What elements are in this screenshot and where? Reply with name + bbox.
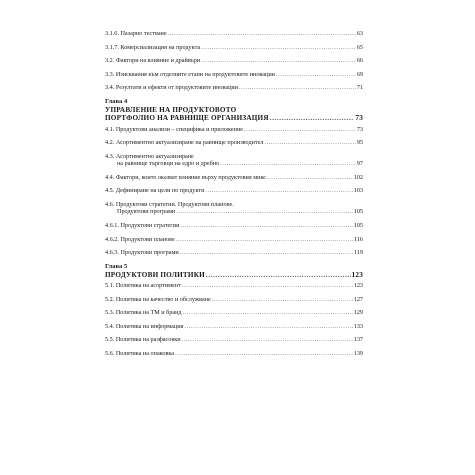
toc-entry-label: 4.6.3. Продуктови програми — [105, 249, 179, 257]
leader-dots — [244, 126, 356, 133]
toc-entry-label: 5.4. Политика на информация — [105, 322, 184, 330]
toc-entry-label: 4.1. Продуктови анализи – специфика и приложение — [105, 125, 244, 133]
toc-page-number: 65 — [356, 43, 363, 51]
toc-page-number: 66 — [356, 57, 363, 65]
leader-dots — [201, 44, 356, 51]
toc-entry-label: ПОРТФОЛИО НА РАВНИЩЕ ОРГАНИЗАЦИЯ — [105, 114, 269, 123]
leader-dots — [270, 114, 355, 122]
toc-page-number: 73 — [356, 125, 363, 133]
toc-entry-5-6 — [105, 350, 363, 357]
toc-entry-label: Продуктови програми — [117, 208, 176, 216]
leader-dots — [212, 296, 353, 303]
chapter-5-label: Глава 5 — [105, 262, 128, 270]
toc-page-number: 105 — [353, 221, 363, 229]
chapter-4-label: Глава 4 — [105, 97, 128, 105]
toc-page-number: 133 — [353, 322, 363, 330]
toc-entry-label: 3.1.6. Пазарно тестване — [105, 30, 167, 37]
toc-entry-3-3 — [105, 71, 363, 78]
toc-page-number: 95 — [356, 139, 363, 147]
toc-entry-label: 4.3. Асортиментно актуализиране — [105, 152, 194, 160]
toc-entry-4-3-line2 — [105, 160, 363, 167]
toc-entry-5-2 — [105, 296, 363, 303]
toc-entry-5-1 — [105, 282, 363, 289]
toc-entry-3-4 — [105, 84, 363, 91]
leader-dots — [201, 57, 356, 64]
toc-entry-label: 5.2. Политика на качество и обслужване — [105, 295, 211, 303]
leader-dots — [180, 249, 353, 256]
toc-entry-label: 5.5. Политика на разфасовки — [105, 336, 181, 344]
leader-dots — [176, 236, 353, 243]
toc-entry-label: 4.2. Асортиментно актуализиране на равнище производител — [105, 139, 264, 147]
leader-dots — [239, 84, 356, 91]
toc-page-number: 73 — [355, 114, 363, 123]
leader-dots — [276, 71, 356, 78]
chapter-4-title-line2 — [105, 114, 363, 122]
toc-entry-3-1-7 — [105, 44, 363, 51]
toc-page-number: 139 — [353, 350, 363, 358]
toc-page-number: 137 — [353, 336, 363, 344]
leader-dots — [182, 336, 353, 343]
leader-dots — [180, 222, 352, 229]
leader-dots — [182, 282, 353, 289]
toc-entry-4-6-1 — [105, 222, 363, 229]
leader-dots — [267, 174, 353, 181]
toc-page-number: 119 — [353, 249, 363, 257]
toc-entry-5-5 — [105, 336, 363, 343]
toc-entry-label: 5.3. Политика на ТМ и бранд — [105, 309, 182, 317]
toc-entry-label: 4.6.1. Продуктови стратегии — [105, 221, 180, 229]
leader-dots — [168, 30, 356, 37]
toc-entry-4-2 — [105, 139, 363, 146]
toc-entry-4-6-2 — [105, 236, 363, 243]
toc-entry-label: 3.3. Изисквания към отделните етапи на продуктовите иновации — [105, 70, 275, 78]
toc-entry-5-3 — [105, 309, 363, 316]
toc-entry-label: 5.6. Политика на опаковка — [105, 350, 175, 358]
toc-page-number: 102 — [353, 173, 363, 181]
toc-entry-5-4 — [105, 323, 363, 330]
leader-dots — [176, 208, 352, 215]
toc-entry-label: 3.4. Резултати и ефекти от продуктовите иновации — [105, 84, 239, 92]
chapter-4-title-line1: УПРАВЛЕНИЕ НА ПРОДУКТОВОТО — [105, 105, 237, 114]
leader-dots — [220, 160, 356, 167]
leader-dots — [184, 323, 352, 330]
toc-entry-3-1-6 — [105, 30, 363, 37]
toc-entry-4-5 — [105, 187, 363, 194]
toc-entry-label: на равнище търговци на едро и дребно — [117, 160, 220, 168]
toc-entry-label: 3.2. Фактори на влияние и драйвъри — [105, 57, 201, 65]
toc-page-number: 123 — [353, 282, 363, 290]
toc-page-number: 116 — [353, 235, 363, 243]
toc-entry-label: ПРОДУКТОВИ ПОЛИТИКИ — [105, 270, 205, 279]
toc-page-number: 129 — [353, 309, 363, 317]
toc-page-number: 105 — [353, 208, 363, 216]
leader-dots — [183, 309, 353, 316]
toc-page-number: 71 — [356, 84, 363, 92]
toc-entry-4-6-line2 — [105, 208, 363, 215]
toc-entry-label: 4.4. Фактори, които оказват влияние върху продуктовия микс — [105, 173, 267, 181]
toc-entry-label: 4.6. Продуктови стратегии. Продуктови планове. — [105, 200, 234, 208]
toc-entry-3-2 — [105, 57, 363, 64]
toc-page-number: 97 — [356, 160, 363, 168]
toc-entry-label: 3.1.7. Комерсиализация на продукта — [105, 43, 201, 51]
toc-page-number: 123 — [351, 270, 363, 279]
toc-page-number: 63 — [356, 30, 363, 37]
toc-page-number: 103 — [353, 187, 363, 195]
toc-page-number: 127 — [353, 295, 363, 303]
toc-entry-4-6-line1 — [105, 201, 363, 208]
toc-entry-4-6-3 — [105, 249, 363, 256]
toc-entry-4-4 — [105, 174, 363, 181]
leader-dots — [205, 187, 352, 194]
chapter-5-title — [105, 271, 363, 279]
toc-entry-label: 4.5. Дефиниране на цели по продукти — [105, 187, 205, 195]
leader-dots — [206, 271, 351, 279]
toc-page-number: 69 — [356, 70, 363, 78]
table-of-contents — [105, 30, 363, 357]
toc-entry-4-3-line1 — [105, 153, 363, 160]
toc-entry-4-1 — [105, 126, 363, 133]
leader-dots — [264, 139, 355, 146]
toc-entry-label: 4.6.2. Продуктови планове — [105, 235, 175, 243]
toc-entry-label: 5.1. Политика на асортимент — [105, 282, 181, 290]
leader-dots — [175, 350, 353, 357]
